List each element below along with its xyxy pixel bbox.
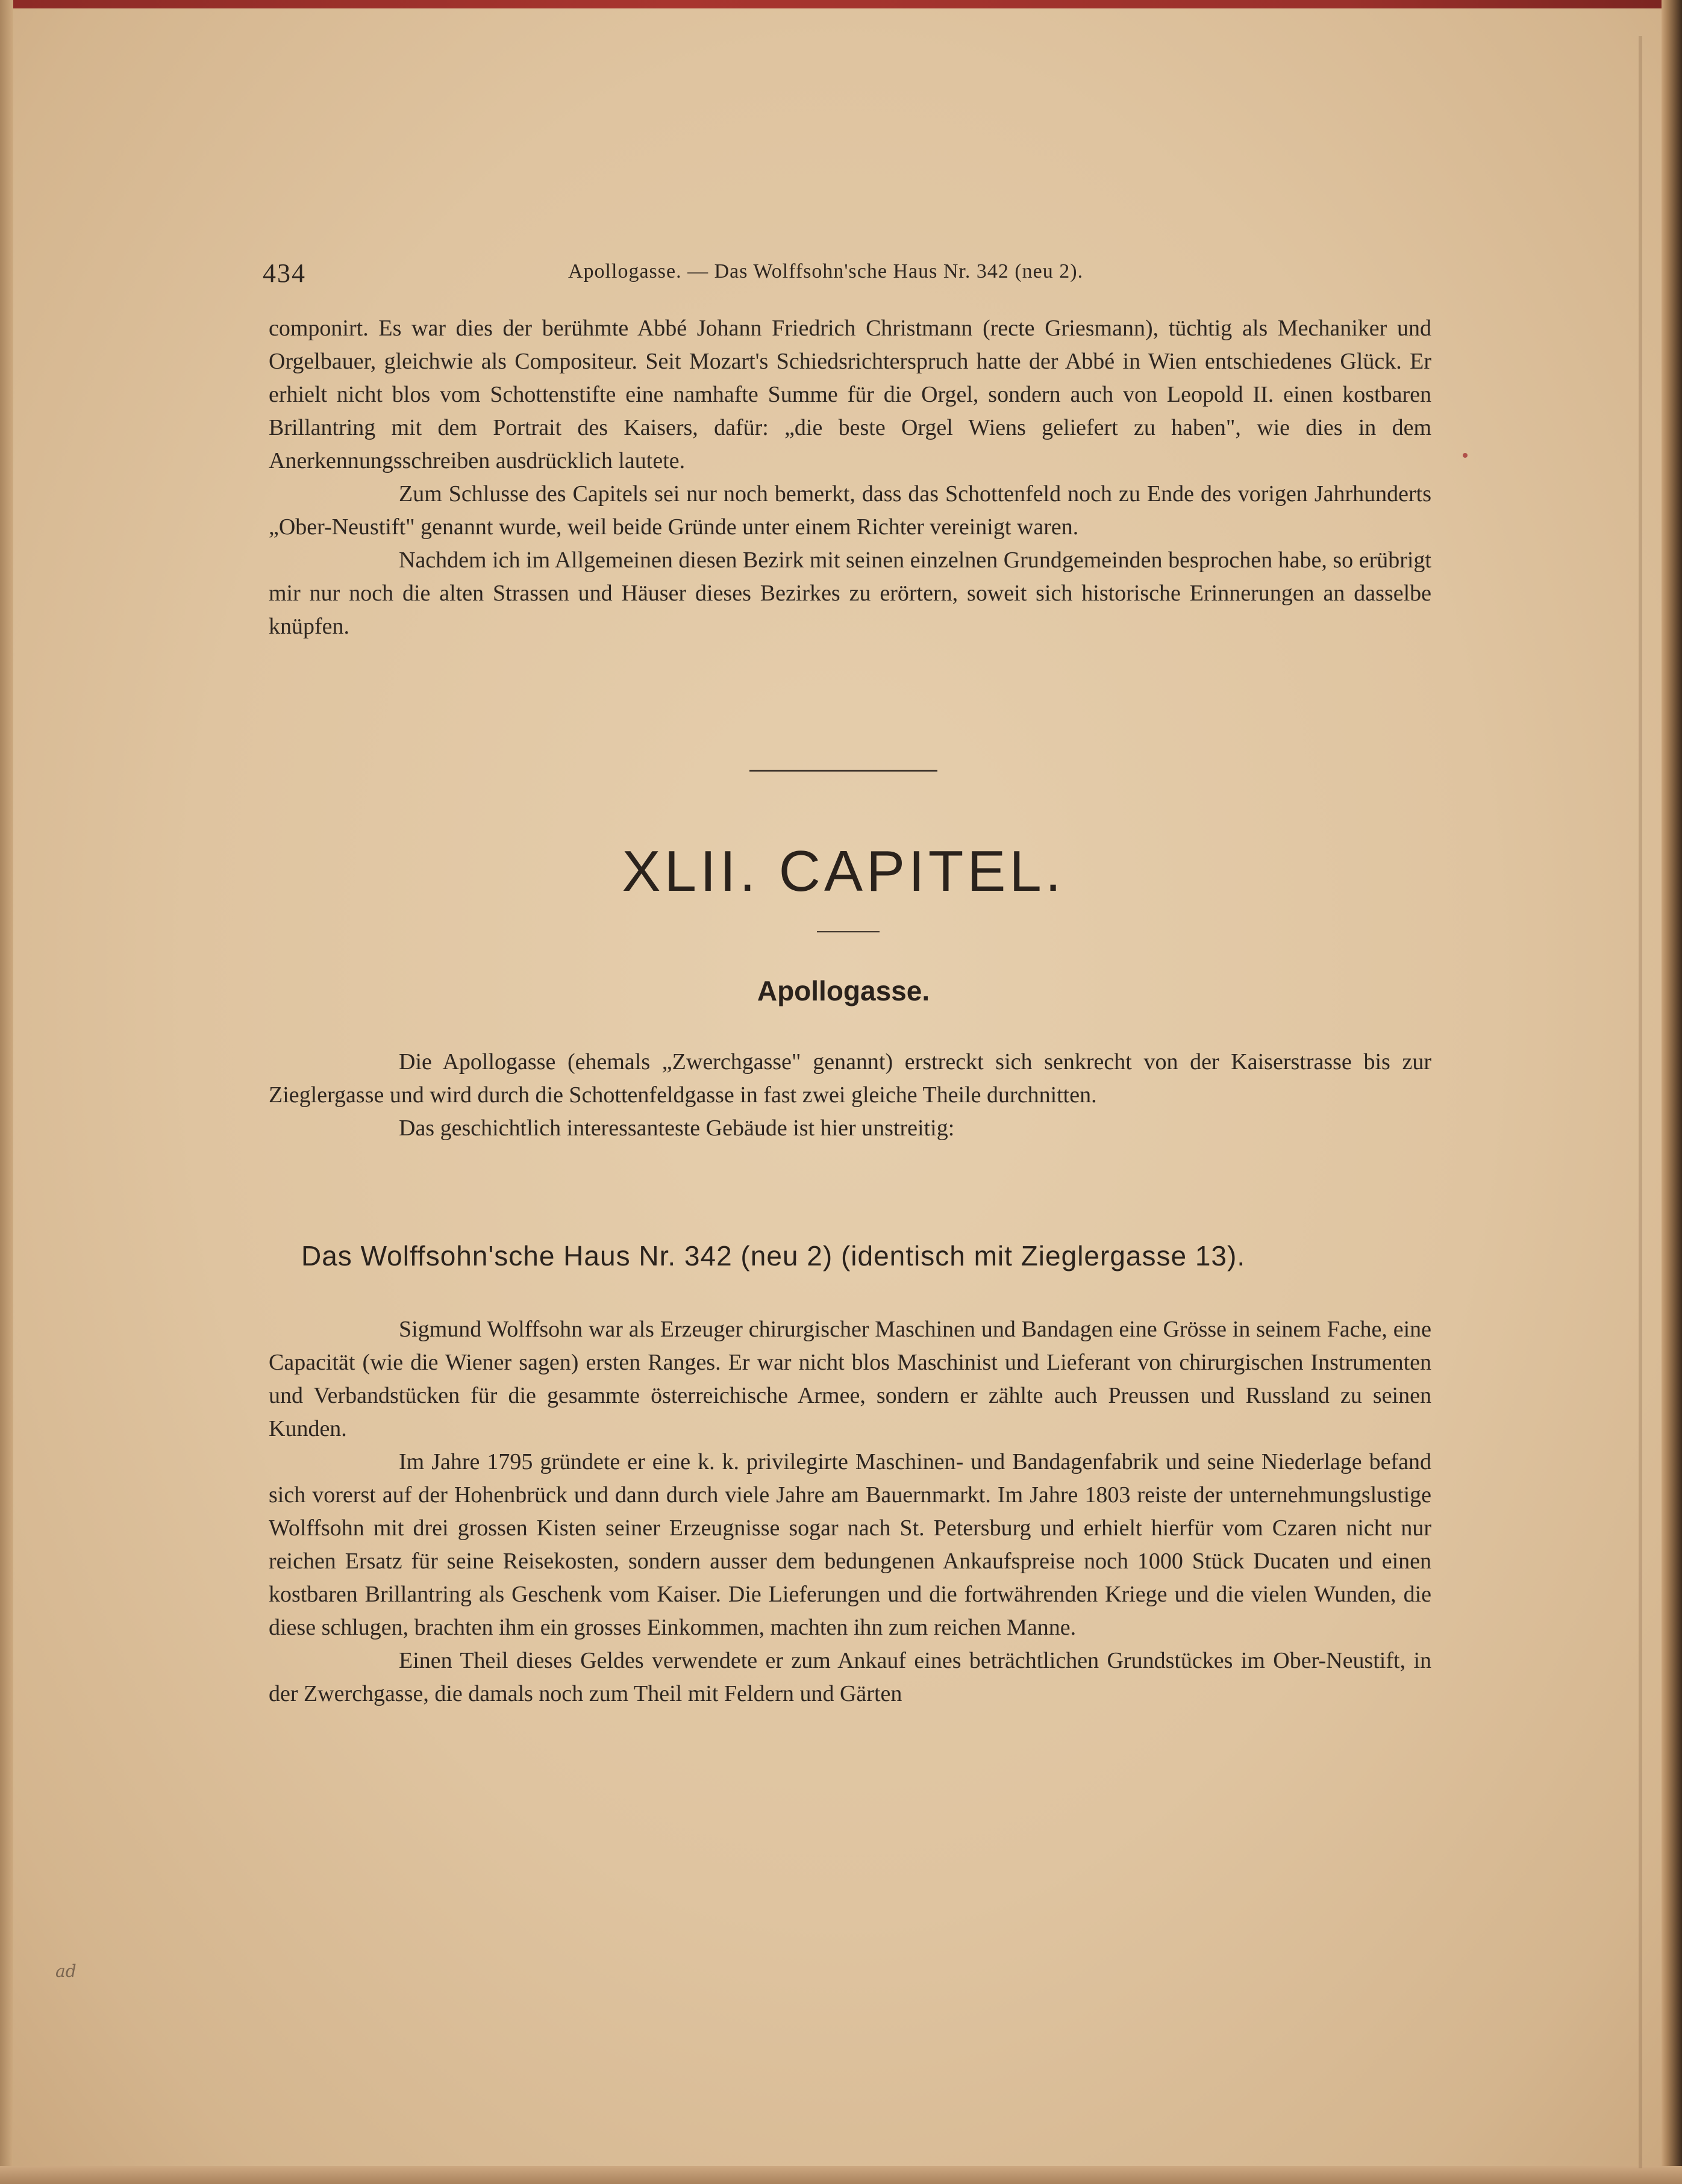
margin-scribble: ad: [55, 1961, 77, 1981]
chapter-title: XLII. CAPITEL.: [622, 839, 1065, 903]
house-text: [269, 1313, 1431, 1711]
apollogasse-paragraph-1: Die Apollogasse (ehemals „Zwerchgasse" genannt) erstreckt sich senkrecht von der Kaiserstrasse bis zur Zieglergasse und wird durch die Schottenfeldgasse in fast zwei gleiche Theile durchnitten.: [269, 1049, 1431, 1108]
house-paragraph-1: Sigmund Wolffsohn war als Erzeuger chirurgischer Maschinen und Bandagen eine Grösse in seinem Fache, eine Capacität (wie die Wiener sagen) ersten Ranges. Er war nicht blos Maschinist und Lieferant von chirurgischen Instrumenten und Verbandstücken für die gesammte österreichische Armee, sondern er zählte auch Preussen und Russland zu seinen Kunden.: [269, 1317, 1431, 1441]
house-paragraph-2: Im Jahre 1795 gründete er eine k. k. privilegirte Maschinen- und Bandagenfabrik und seine Niederlage befand sich vorerst auf der Hohenbrück und dann durch viele Jahre am Bauernmarkt. Im Jahre 1803 reiste der unternehmungslustige Wolffsohn mit drei grossen Kisten seiner Erzeugnisse sogar nach St. Petersburg und erhielt hierfür vom Czaren nicht nur reichen Ersatz für seine Reisekosten, sondern ausser dem bedungenen Ankaufspreise noch 1000 Stück Ducaten und einen kostbaren Brillantring als Geschenk vom Kaiser. Die Lieferungen und die fortwährenden Kriege und die vielen Wunden, die diese schlugen, brachten ihm ein grosses Einkommen, machten ihn zum reichen Manne.: [269, 1449, 1431, 1640]
ink-spot: [1463, 453, 1468, 458]
page-fold-line: [1639, 36, 1642, 2168]
intro-text: [269, 312, 1431, 643]
apollogasse-paragraph-2: Das geschichtlich interessanteste Gebäude ist hier unstreitig:: [399, 1115, 955, 1141]
section-divider-rule: [749, 770, 937, 772]
section-title: Apollogasse.: [757, 975, 930, 1006]
page-number: 434: [263, 258, 306, 288]
page-left-edge: [0, 0, 13, 2184]
intro-paragraph-2: Zum Schlusse des Capitels sei nur noch bemerkt, dass das Schottenfeld noch zu Ende des vorigen Jahrhunderts „Ober-Neustift" genannt wurde, weil beide Gründe unter einem Richter vereinigt waren.: [269, 481, 1431, 540]
house-heading: Das Wolffsohn'sche Haus Nr. 342 (neu 2) (identisch mit Zieglergasse 13).: [301, 1240, 1246, 1271]
chapter-title-underline: [817, 931, 880, 932]
apollogasse-text: [269, 1046, 1431, 1145]
house-paragraph-3: Einen Theil dieses Geldes verwendete er zum Ankauf eines beträchtlichen Grundstückes im Ober-Neustift, in der Zwerchgasse, die damals noch zum Theil mit Feldern und Gärten: [269, 1648, 1431, 1706]
page-top-edge: [0, 0, 1682, 8]
page-right-edge: [1662, 0, 1682, 2184]
running-title: Apollogasse. — Das Wolffsohn'sche Haus Nr. 342 (neu 2).: [568, 260, 1084, 282]
intro-paragraph-1: componirt. Es war dies der berühmte Abbé Johann Friedrich Christmann (recte Griesmann), tüchtig als Mechaniker und Orgelbauer, gleichwie als Compositeur. Seit Mozart's Schiedsrichterspruch hatte der Abbé in Wien entschiedenes Glück. Er erhielt nicht blos vom Schottenstifte eine namhafte Summe für die Orgel, sondern auch von Leopold II. einen kostbaren Brillantring mit dem Portrait des Kaisers, dafür: „die beste Orgel Wiens geliefert zu haben", wie dies in dem Anerkennungsschreiben ausdrücklich lautete.: [269, 316, 1431, 473]
intro-paragraph-3: Nachdem ich im Allgemeinen diesen Bezirk mit seinen einzelnen Grundgemeinden besprochen habe, so erübrigt mir nur noch die alten Strassen und Häuser dieses Bezirkes zu erörtern, soweit sich historische Erinnerungen an dasselbe knüpfen.: [269, 548, 1431, 639]
page-bottom-edge: [0, 2166, 1682, 2184]
running-head: [263, 258, 1480, 294]
